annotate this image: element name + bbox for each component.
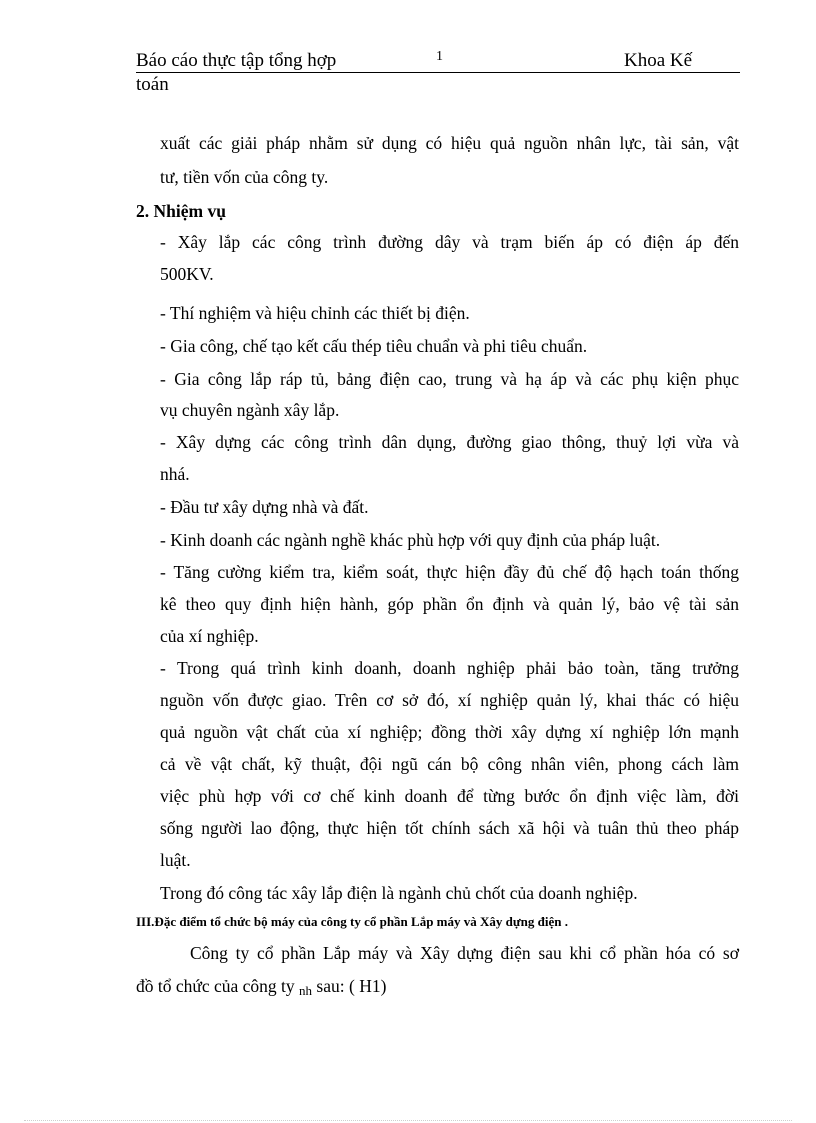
duty-item: - Thí nghiệm và hiệu chỉnh các thiết bị điện. <box>160 303 470 323</box>
closing-sentence: Trong đó công tác xây lắp điện là ngành chủ chốt của doanh nghiệp. <box>160 883 638 903</box>
duty-item-line: nguồn vốn được giao. Trên cơ sở đó, xí nghiệp quản lý, khai thác có hiệu <box>160 690 739 710</box>
page-header <box>136 50 740 73</box>
duty-item-line: 500KV. <box>160 264 214 284</box>
section-2-heading: 2. Nhiệm vụ <box>136 201 226 221</box>
header-department-continued: toán <box>136 74 169 95</box>
duty-item: - Kinh doanh các ngành nghề khác phù hợp với quy định của pháp luật. <box>160 530 661 550</box>
duty-item-line: việc phù hợp với cơ chế kinh doanh để từng bước ổn định việc làm, đời <box>160 786 739 806</box>
paragraph-line: xuất các giải pháp nhằm sử dụng có hiệu quả nguồn nhân lực, tài sản, vật <box>160 133 739 153</box>
duty-item-line: nhá. <box>160 464 190 484</box>
header-department: Khoa Kế <box>624 50 693 71</box>
section-3-stray-text: nh <box>299 983 313 998</box>
section-3-line: Công ty cổ phần Lắp máy và Xây dựng điện sau khi cổ phần hóa có sơ <box>190 943 739 963</box>
duty-item-line: - Xây dựng các công trình dân dụng, đường giao thông, thuỷ lợi vừa và <box>160 432 739 452</box>
duty-item-line: - Tăng cường kiểm tra, kiểm soát, thực hiện đầy đủ chế độ hạch toán thống <box>160 562 739 582</box>
section-3-text-end: sau: ( H1) <box>316 976 387 996</box>
section-3-line <box>136 975 715 1002</box>
duty-item-line: - Gia công lắp ráp tủ, bảng điện cao, trung và hạ áp và các phụ kiện phục <box>160 369 739 389</box>
duty-item-line: kê theo quy định hiện hành, góp phần ổn định và quản lý, bảo vệ tài sản <box>160 594 739 614</box>
page-number: 1 <box>436 49 443 64</box>
duty-item-line: cả về vật chất, kỹ thuật, đội ngũ cán bộ công nhân viên, phong cách làm <box>160 754 739 774</box>
header-report-title: Báo cáo thực tập tổng hợp <box>136 50 337 71</box>
duty-item-line: quả nguồn vật chất của xí nghiệp; đồng thời xây dựng xí nghiệp lớn mạnh <box>160 722 739 742</box>
section-3-heading: III.Đặc điểm tổ chức bộ máy của công ty cổ phần Lắp máy và Xây dựng điện . <box>136 914 568 929</box>
section-3-text: đồ tổ chức của công ty <box>136 976 295 996</box>
duty-item-line: luật. <box>160 850 191 870</box>
duty-item-line: vụ chuyên ngành xây lắp. <box>160 400 340 420</box>
duty-item: - Gia công, chế tạo kết cấu thép tiêu chuẩn và phi tiêu chuẩn. <box>160 336 588 356</box>
paragraph-line: tư, tiền vốn của công ty. <box>160 167 329 187</box>
duty-item-line: - Xây lắp các công trình đường dây và trạm biến áp có điện áp đến <box>160 232 739 252</box>
duty-item-line: - Trong quá trình kinh doanh, doanh nghiệp phải bảo toàn, tăng trưởng <box>160 658 739 678</box>
duty-item-line: sống người lao động, thực hiện tốt chính sách xã hội và tuân thủ theo pháp <box>160 818 739 838</box>
page-bottom-border <box>24 1120 792 1121</box>
duty-item: - Đầu tư xây dựng nhà và đất. <box>160 497 369 517</box>
duty-item-line: của xí nghiệp. <box>160 626 259 646</box>
